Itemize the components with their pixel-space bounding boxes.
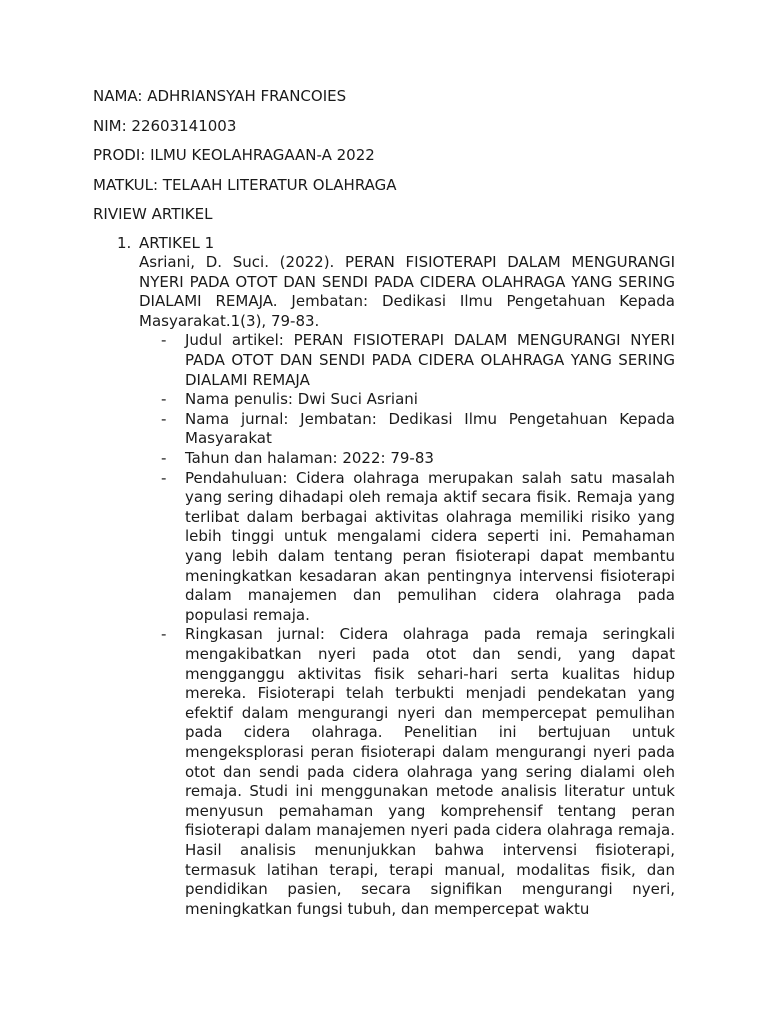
detail-tahun xyxy=(139,449,675,469)
detail-tahun-text: Tahun dan halaman: 2022: 79-83 xyxy=(185,449,434,468)
article-details xyxy=(139,331,675,919)
detail-pendahuluan-text: Pendahuluan: Cidera olahraga merupakan salah satu masalah yang sering dihadapi oleh remaja aktif secara fisik. Remaja yang terlibat dalam berbagai aktivitas olahraga memiliki risiko yang lebih tinggi untuk mengalami cidera seperti ini. Pemahaman yang lebih dalam tentang peran fisioterapi dapat membantu meningkatkan kesadaran akan pentingnya intervensi fisioterapi dalam manajemen dan pemulihan cidera olahraga pada populasi remaja. xyxy=(185,468,675,624)
article-list xyxy=(93,234,675,920)
course-name: MATKUL: TELAAH LITERATUR OLAHRAGA xyxy=(93,175,397,194)
article-item xyxy=(93,234,675,920)
dash-bullet: - xyxy=(161,449,167,468)
dash-bullet: - xyxy=(161,390,167,409)
dash-bullet: - xyxy=(161,331,167,350)
dash-bullet: - xyxy=(161,468,167,487)
dash-bullet: - xyxy=(161,625,167,644)
document-page xyxy=(93,86,675,919)
detail-jurnal-text: Nama jurnal: Jembatan: Dedikasi Ilmu Pengetahuan Kepada Masyarakat xyxy=(185,409,675,448)
student-name: NAMA: ADHRIANSYAH FRANCOIES xyxy=(93,87,347,105)
article-number: 1. xyxy=(117,233,132,252)
detail-jurnal xyxy=(139,410,675,449)
detail-ringkasan xyxy=(139,625,675,919)
study-program: PRODI: ILMU KEOLAHRAGAAN-A 2022 xyxy=(93,146,375,164)
article-citation: Asriani, D. Suci. (2022). PERAN FISIOTERAPI DALAM MENGURANGI NYERI PADA OTOT DAN SENDI PADA CIDERA OLAHRAGA YANG SERING DIALAMI REMAJA. Jembatan: Dedikasi Ilmu Pengetahuan Kepada Masyarakat.1(3), 79-83. xyxy=(139,253,675,330)
detail-pendahuluan xyxy=(139,469,675,626)
dash-bullet: - xyxy=(161,409,167,428)
article-title: ARTIKEL 1 xyxy=(139,233,215,252)
detail-penulis-text: Nama penulis: Dwi Suci Asriani xyxy=(185,390,418,409)
detail-penulis xyxy=(139,390,675,410)
detail-judul-text: Judul artikel: PERAN FISIOTERAPI DALAM MENGURANGI NYERI PADA OTOT DAN SENDI PADA CIDERA OLAHRAGA YANG SERING DIALAMI REMAJA xyxy=(185,331,675,389)
student-nim: NIM: 22603141003 xyxy=(93,116,237,135)
detail-judul xyxy=(139,331,675,390)
section-heading: RIVIEW ARTIKEL xyxy=(93,205,213,223)
detail-ringkasan-text: Ringkasan jurnal: Cidera olahraga pada remaja seringkali mengakibatkan nyeri pada otot dan sendi, yang dapat mengganggu aktivitas fisik sehari-hari serta kualitas hidup mereka. Fisioterapi telah terbukti menjadi pendekatan yang efektif dalam mengurangi nyeri dan mempercepat pemulihan pada cidera olahraga. Penelitian ini bertujuan untuk mengeksplorasi peran fisioterapi dalam mengurangi nyeri pada otot dan sendi pada cidera olahraga yang sering dialami oleh remaja. Studi ini menggunakan metode analisis literatur untuk menyusun pemahaman yang komprehensif tentang peran fisioterapi dalam manajemen nyeri pada cidera olahraga remaja. Hasil analisis menunjukkan bahwa intervensi fisioterapi, termasuk latihan terapi, terapi manual, modalitas fisik, dan pendidikan pasien, secara signifikan mengurangi nyeri, meningkatkan fungsi tubuh, dan mempercepat waktu xyxy=(185,625,675,918)
